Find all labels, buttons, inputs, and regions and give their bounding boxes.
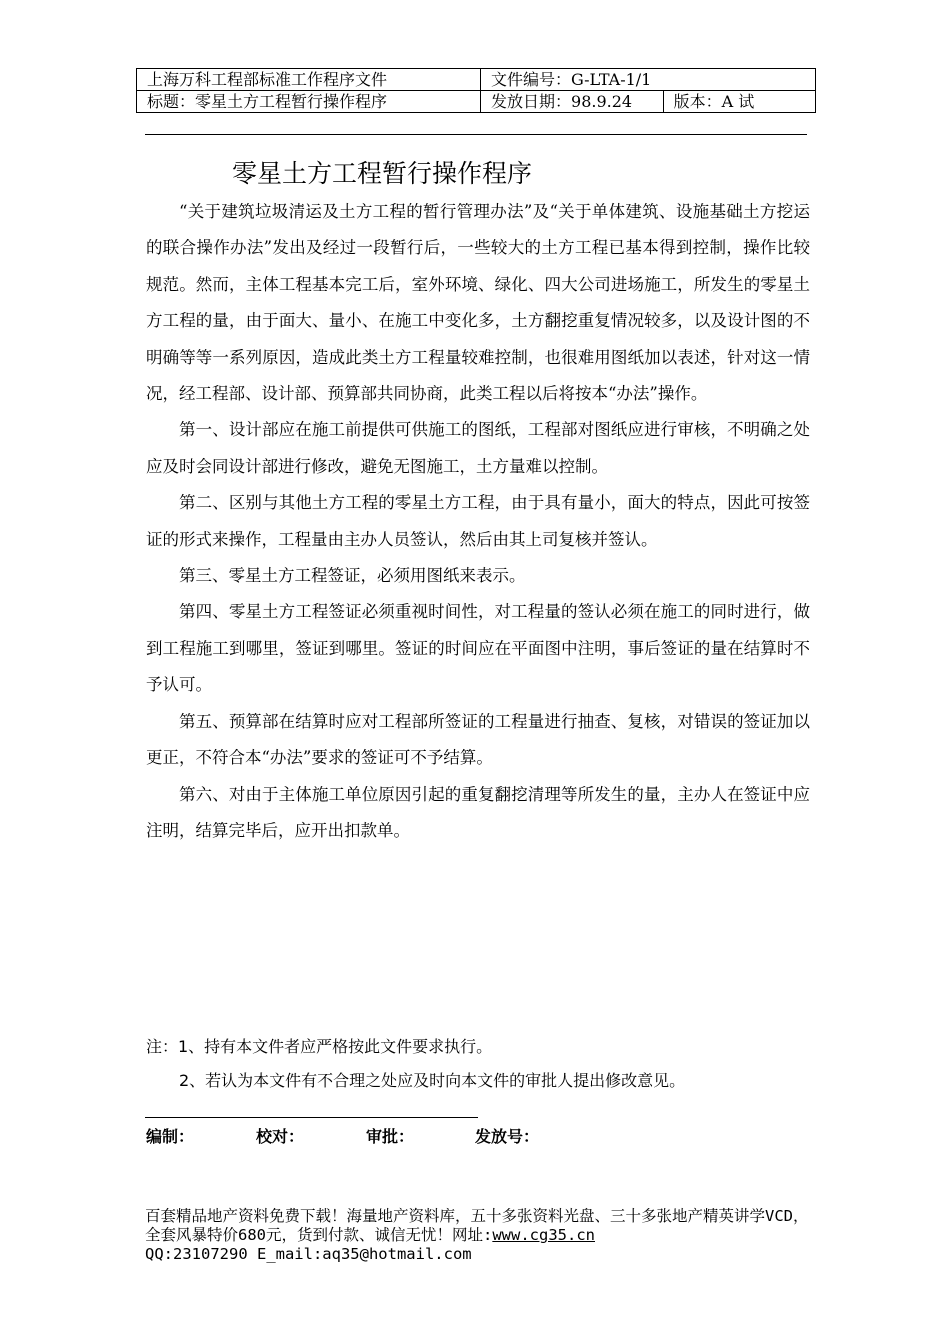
- note-2: 2、若认为本文件有不合理之处应及时向本文件的审批人提出修改意见。: [179, 1071, 686, 1090]
- footer-contact: QQ:23107290 E_mail:aq35@hotmail.com: [145, 1245, 472, 1263]
- document-body: [146, 194, 810, 849]
- footer-ad: [145, 1207, 813, 1264]
- org-doc-cell: 上海万科工程部标准工作程序文件: [137, 69, 481, 91]
- issue-number-label: 发放号：: [475, 1127, 540, 1146]
- paragraph-intro: “关于建筑垃圾清运及土方工程的暂行管理办法”及“关于单体建筑、设施基础土方挖运的联合操作办法”发出及经过一段暂行后，一些较大的土方工程已基本得到控制，操作比较规范。然而，主体工程基本完工后，室外环境、绿化、四大公司进场施工，所发生的零星土方工程的量，由于面大、量小、在施工中变化多，土方翻挖重复情况较多，以及设计图的不明确等等一系列原因，造成此类土方工程量较难控制，也很难用图纸加以表述，针对这一情况，经工程部、设计部、预算部共同协商，此类工程以后将按本“办法”操作。: [146, 202, 810, 404]
- notes-section: [146, 1030, 685, 1098]
- paragraph-2: 第二、区别与其他土方工程的零星土方工程，由于具有量小，面大的特点，因此可按签证的形式来操作，工程量由主办人员签认，然后由其上司复核并签认。: [146, 493, 810, 549]
- paragraph-6: 第六、对由于主体施工单位原因引起的重复翻挖清理等所发生的量，主办人在签证中应注明，结算完毕后，应开出扣款单。: [146, 784, 810, 840]
- paragraph-5: 第五、预算部在结算时应对工程部所签证的工程量进行抽查、复核，对错误的签证加以更正，不符合本“办法”要求的签证可不予结算。: [146, 711, 810, 768]
- document-title: 零星土方工程暂行操作程序: [232, 159, 533, 188]
- paragraph-3: 第三、零星土方工程签证，必须用图纸来表示。: [179, 566, 526, 586]
- footer-text: 百套精品地产资料免费下载！海量地产资料库，五十多张资料光盘、三十多张地产精英讲学VCD，全套风暴特价680元，货到付款、诚信无忧！网址:: [145, 1207, 809, 1244]
- note-1: 注：1、持有本文件者应严格按此文件要求执行。: [146, 1037, 493, 1056]
- compiled-by-label: 编制：: [146, 1127, 195, 1146]
- version-cell: 版本：A 试: [663, 91, 815, 113]
- header-table: [136, 68, 816, 113]
- paragraph-4: 第四、零星土方工程签证必须重视时间性，对工程量的签认必须在施工的同时进行，做到工程施工到哪里，签证到哪里。签证的时间应在平面图中注明，事后签证的量在结算时不予认可。: [146, 602, 810, 695]
- title-label-cell: 标题：零星土方工程暂行操作程序: [137, 91, 481, 113]
- issue-date-cell: 发放日期：98.9.24: [481, 91, 664, 113]
- header-divider: [145, 134, 807, 135]
- checked-by-label: 校对：: [256, 1127, 305, 1146]
- approved-by-label: 审批：: [366, 1127, 415, 1146]
- website-link[interactable]: www.cg35.cn: [492, 1226, 595, 1244]
- doc-number-cell: 文件编号：G-LTA-1/1: [481, 69, 816, 91]
- paragraph-1: 第一、设计部应在施工前提供可供施工的图纸，工程部对图纸应进行审核，不明确之处应及时会同设计部进行修改，避免无图施工，土方量难以控制。: [146, 420, 810, 476]
- header-row-2: [137, 91, 816, 113]
- signoff-divider: [145, 1117, 478, 1118]
- header-row-1: [137, 69, 816, 91]
